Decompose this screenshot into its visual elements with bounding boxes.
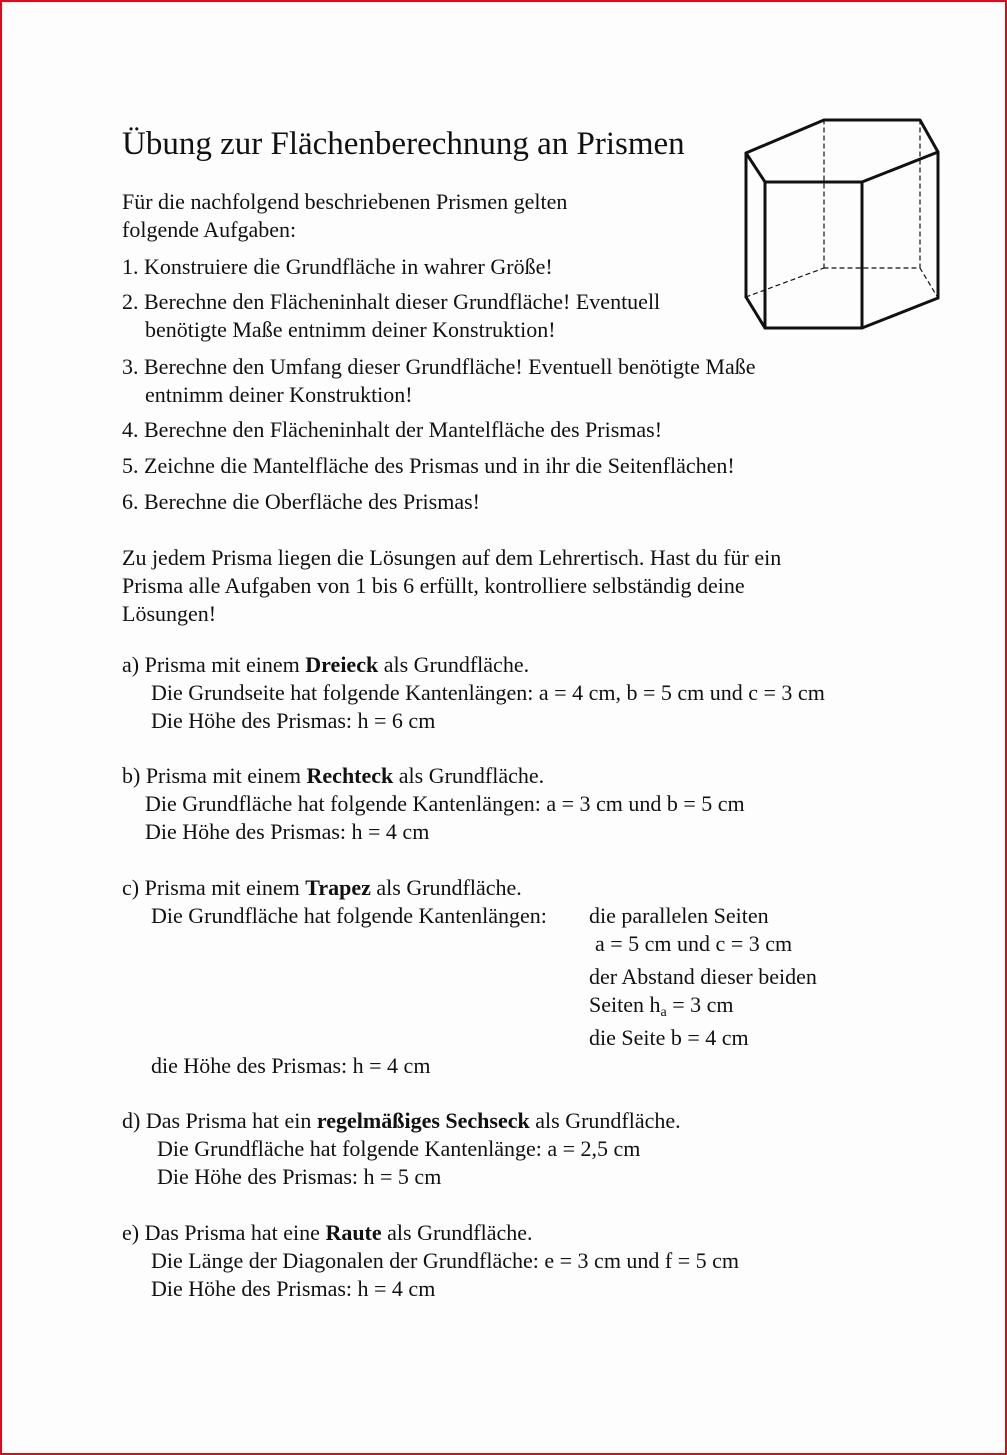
prism-c-a-c-values: a = 5 cm und c = 3 cm xyxy=(595,931,793,956)
prism-a-heading: a) Prisma mit einem Dreieck als Grundfläche. xyxy=(122,652,530,677)
prism-c-edges-label: Die Grundfläche hat folgende Kantenlängen: xyxy=(151,903,547,928)
prism-c-height-ha: Seiten $h_a = 3$ cm xyxy=(589,992,734,1020)
prism-c-side-b: die Seite b = 4 cm xyxy=(589,1025,749,1050)
prism-a-edges: Die Grundseite hat folgende Kantenlängen: a = 4 cm, b = 5 cm und c = 3 cm xyxy=(151,680,825,705)
prism-c-distance-label: der Abstand dieser beiden xyxy=(589,964,817,989)
note-line-3: Lösungen! xyxy=(122,601,217,626)
task-5: 5. Zeichne die Mantelfläche des Prismas und in ihr die Seitenflächen! xyxy=(122,453,735,478)
prism-e-height: Die Höhe des Prismas: h = 4 cm xyxy=(151,1276,436,1301)
prism-d-edges: Die Grundfläche hat folgende Kantenlänge: a = 2,5 cm xyxy=(157,1136,641,1161)
prism-b-edges: Die Grundfläche hat folgende Kantenlängen: a = 3 cm und b = 5 cm xyxy=(145,791,745,816)
prism-c-heading: c) Prisma mit einem Trapez als Grundfläche. xyxy=(122,875,522,900)
task-1: 1. Konstruiere die Grundfläche in wahrer Größe! xyxy=(122,254,553,279)
task-6: 6. Berechne die Oberfläche des Prismas! xyxy=(122,489,480,514)
prism-c-height: die Höhe des Prismas: h = 4 cm xyxy=(151,1053,431,1078)
task-3-cont: entnimm deiner Konstruktion! xyxy=(145,382,413,407)
task-2-cont: benötigte Maße entnimm deiner Konstruktion! xyxy=(145,317,556,342)
prism-e-heading: e) Das Prisma hat eine Raute als Grundfläche. xyxy=(122,1220,533,1245)
page-title: Übung zur Flächenberechnung an Prismen xyxy=(122,126,685,162)
hexagonal-prism-illustration xyxy=(740,114,945,334)
prism-b-heading: b) Prisma mit einem Rechteck als Grundfläche. xyxy=(122,763,545,788)
prism-d-heading: d) Das Prisma hat ein regelmäßiges Sechseck als Grundfläche. xyxy=(122,1108,681,1133)
prism-e-diagonals: Die Länge der Diagonalen der Grundfläche: e = 3 cm und f = 5 cm xyxy=(151,1248,740,1273)
task-2: 2. Berechne den Flächeninhalt dieser Grundfläche! Eventuell xyxy=(122,289,661,314)
prism-d-height: Die Höhe des Prismas: h = 5 cm xyxy=(157,1164,442,1189)
prism-b-height: Die Höhe des Prismas: h = 4 cm xyxy=(145,819,430,844)
note-line-2: Prisma alle Aufgaben von 1 bis 6 erfüllt, kontrolliere selbständig deine xyxy=(122,573,745,598)
note-line-1: Zu jedem Prisma liegen die Lösungen auf dem Lehrertisch. Hast du für ein xyxy=(122,545,782,570)
intro-line-2: folgende Aufgaben: xyxy=(122,217,297,242)
task-4: 4. Berechne den Flächeninhalt der Mantelfläche des Prismas! xyxy=(122,417,663,442)
intro-line-1: Für die nachfolgend beschriebenen Prismen gelten xyxy=(122,189,568,214)
prism-a-height: Die Höhe des Prismas: h = 6 cm xyxy=(151,708,436,733)
prism-c-parallel-sides: die parallelen Seiten xyxy=(589,903,769,928)
task-3: 3. Berechne den Umfang dieser Grundfläche! Eventuell benötigte Maße xyxy=(122,354,756,379)
